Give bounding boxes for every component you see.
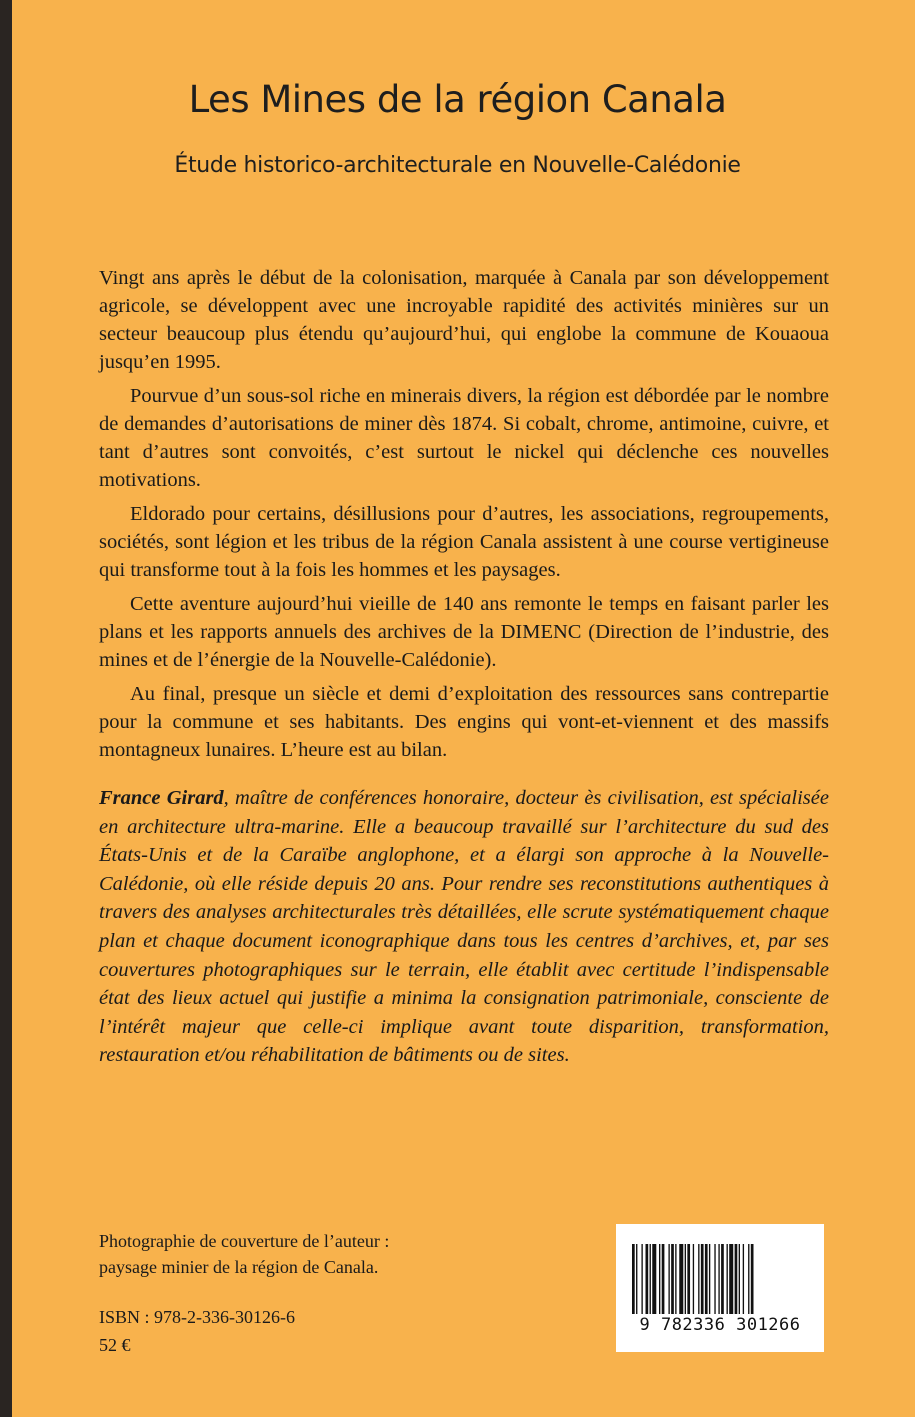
barcode-bar: [743, 1244, 744, 1314]
author-bio: [99, 784, 829, 1070]
barcode-bar: [714, 1244, 715, 1314]
barcode-bar: [748, 1244, 749, 1314]
barcode-bar: [671, 1244, 674, 1314]
barcode-bar: [675, 1244, 676, 1314]
barcode-bar: [668, 1244, 669, 1314]
barcode-bar: [709, 1244, 710, 1314]
barcode-bar: [679, 1244, 683, 1314]
summary-paragraph: Cette aventure aujourd’hui vieille de 140 ans remonte le temps en faisant parler les plans et les rapports annuels des archives de la DIMENC (Direction de l’industrie, des mines et de l’énergie de la Nouvelle-Calédonie).: [99, 593, 829, 671]
photo-credit: [99, 1228, 499, 1280]
barcode-bars: [630, 1244, 810, 1314]
barcode-bar: [739, 1244, 740, 1314]
author-bio-text: , maître de conférences honoraire, docteur ès civilisation, est spécialisée en architecture ultra-marine. Elle a beaucoup travaillé sur l’architecture du sud des États-Unis et de la Caraïbe anglophone, et a élargi son approche à la Nouvelle-Calédonie, où elle réside depuis 20 ans. Pour rendre ses reconstitutions authentiques à travers des analyses architecturales très détaillées, elle scrute systématiquement chaque plan et chaque document iconographique dans tous les centres d’archives, et, par ses couvertures photographiques sur le terrain, elle établit avec certitude l’indispensable état des lieux actuel qui justifie a minima la consignation patrimoniale, consciente de l’intérêt majeur que celle-ci implique avant toute disparition, transformation, restauration et/ou réhabilitation de bâtiments ou de sites.: [99, 787, 829, 1067]
barcode-bar: [687, 1244, 690, 1314]
summary-text: [99, 264, 829, 770]
barcode-bar: [641, 1244, 642, 1314]
barcode-bar: [701, 1244, 704, 1314]
barcode-bar: [751, 1244, 754, 1314]
barcode-bar: [659, 1244, 660, 1314]
barcode-bar: [662, 1244, 665, 1314]
barcode-bar: [727, 1244, 728, 1314]
barcode-bar: [729, 1244, 733, 1314]
barcode-bar: [632, 1244, 635, 1314]
photo-credit-line: paysage minier de la région de Canala.: [99, 1257, 379, 1277]
summary-paragraph: Pourvue d’un sous-sol riche en minerais divers, la région est débordée par le nombre de demandes d’autorisations de miner dès 1874. Si cobalt, chrome, antimoine, cuivre, et tant d’autres sont convoités, c’est surtout le nickel qui déclenche ces nouvelles motivations.: [99, 385, 829, 491]
barcode-bar: [721, 1244, 724, 1314]
barcode-bar: [705, 1244, 708, 1314]
barcode-bar: [685, 1244, 686, 1314]
barcode-digits: 9 782336 301266: [639, 1315, 801, 1335]
price-text: 52 €: [99, 1335, 131, 1355]
barcode-bar: [735, 1244, 738, 1314]
summary-paragraph: Vingt ans après le début de la colonisation, marquée à Canala par son développement agricole, se développent avec une incroyable rapidité des activités minières sur un secteur beaucoup plus étendu qu’aujourd’hui, qui englobe la commune de Kouaoua jusqu’en 1995.: [99, 267, 829, 373]
barcode-bar: [693, 1244, 694, 1314]
barcode-bar: [698, 1244, 699, 1314]
barcode-bar: [650, 1244, 651, 1314]
book-spine-edge: [0, 0, 12, 1417]
book-subtitle: Étude historico-architecturale en Nouvelle-Calédonie: [174, 153, 741, 178]
barcode-bar: [652, 1244, 656, 1314]
author-name: France Girard: [99, 787, 224, 809]
summary-paragraph: Au final, presque un siècle et demi d’exploitation des ressources sans contrepartie pour la commune et ses habitants. Des engins qui vont-et-viennent et des massifs montagneux lunaires. L’heure est au bilan.: [99, 683, 829, 761]
summary-paragraph: Eldorado pour certains, désillusions pour d’autres, les associations, regroupements, sociétés, sont légion et les tribus de la région Canala assistent à une course vertigineuse qui transforme tout à la fois les hommes et les paysages.: [99, 503, 829, 581]
barcode-bar: [646, 1244, 649, 1314]
barcode: [616, 1224, 824, 1352]
book-title: Les Mines de la région Canala: [188, 78, 727, 121]
barcode-bar: [636, 1244, 637, 1314]
isbn-text: ISBN : 978-2-336-30126-6: [99, 1307, 295, 1327]
barcode-bar: [718, 1244, 719, 1314]
photo-credit-line: Photographie de couverture de l’auteur :: [99, 1231, 390, 1251]
